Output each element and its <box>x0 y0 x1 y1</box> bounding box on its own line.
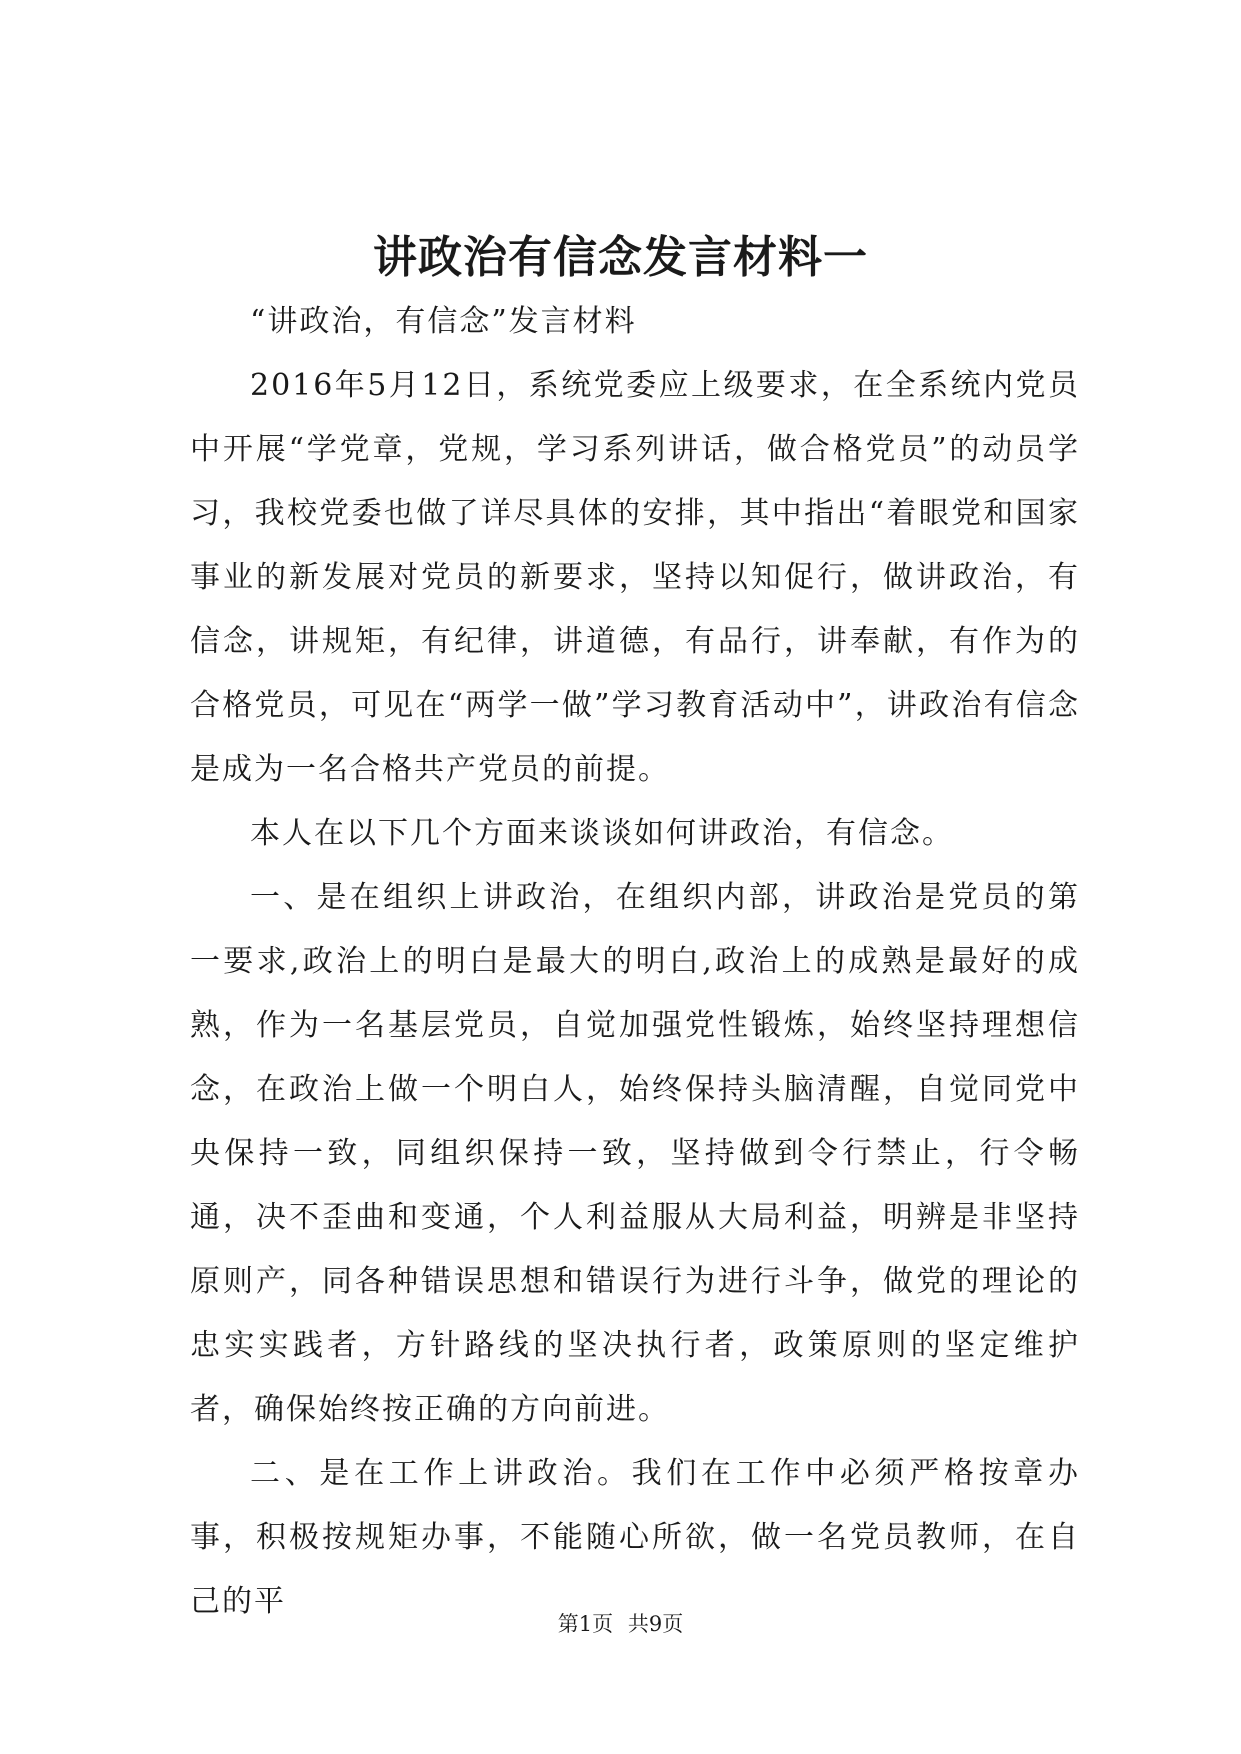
page-footer <box>0 1610 1241 1638</box>
document-title: 讲政治有信念发言材料一 <box>373 232 868 283</box>
body-paragraph: 二、是在工作上讲政治。我们在工作中必须严格按章办事，积极按规矩办事，不能随心所欲，做一名党员教师，在自己的平 <box>190 1456 1080 1619</box>
document-body <box>190 290 1080 1634</box>
body-paragraph: 一、是在组织上讲政治，在组织内部，讲政治是党员的第一要求,政治上的明白是最大的明白,政治上的成熟是最好的成熟，作为一名基层党员，自觉加强党性锻炼，始终坚持理想信念，在政治上做一个明白人，始终保持头脑清醒，自觉同党中央保持一致，同组织保持一致，坚持做到令行禁止，行令畅通，决不歪曲和变通，个人利益服从大局利益，明辨是非坚持原则产，同各种错误思想和错误行为进行斗争，做党的理论的忠实实践者，方针路线的坚决执行者，政策原则的坚定维护者，确保始终按正确的方向前进。 <box>190 880 1080 1427</box>
subtitle-paragraph: “讲政治，有信念”发言材料 <box>250 304 637 339</box>
page-total: 共9页 <box>627 1612 684 1636</box>
body-paragraph: 2016年5月12日，系统党委应上级要求，在全系统内党员中开展“学党章，党规，学习系列讲话，做合格党员”的动员学习，我校党委也做了详尽具体的安排，其中指出“着眼党和国家事业的新发展对党员的新要求，坚持以知促行，做讲政治，有信念，讲规矩，有纪律，讲道德，有品行，讲奉献，有作为的合格党员，可见在“两学一做”学习教育活动中”，讲政治有信念是成为一名合格共产党员的前提。 <box>190 368 1080 787</box>
body-paragraph: 本人在以下几个方面来谈谈如何讲政治，有信念。 <box>250 816 954 851</box>
page-number: 第1页 <box>557 1612 614 1636</box>
